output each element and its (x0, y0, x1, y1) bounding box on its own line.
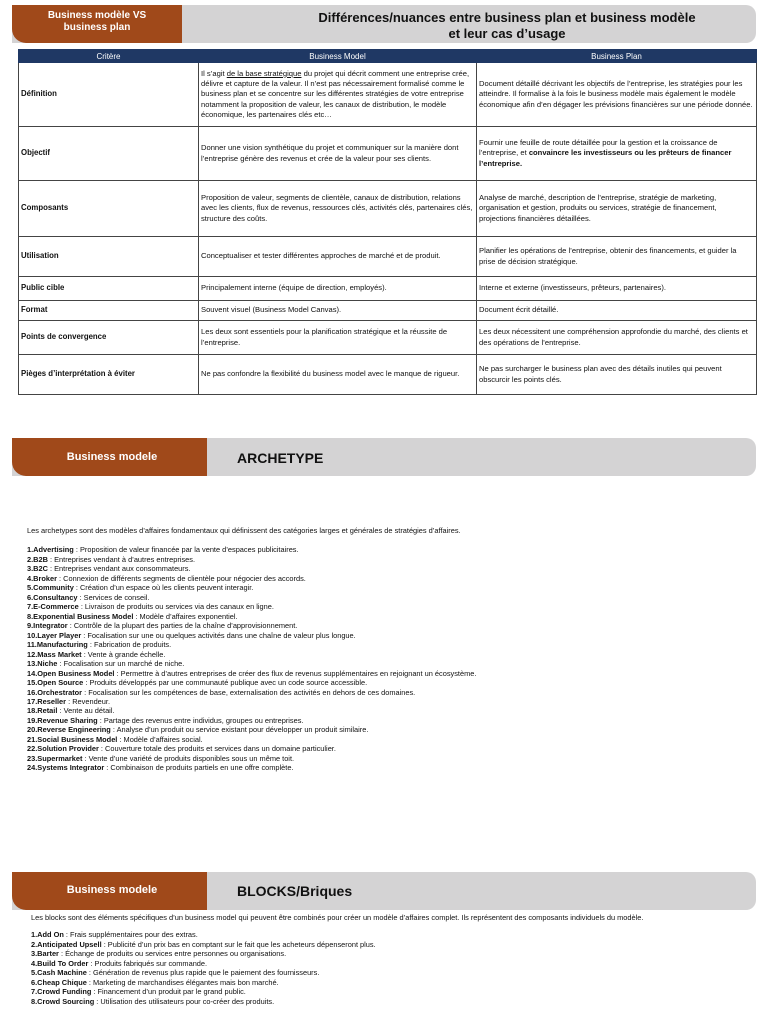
archetype-banner (12, 438, 756, 476)
cell-text-model-pre: Principalement interne (équipe de direction, employés). (201, 283, 387, 293)
list-item-desc: : Contrôle de la plupart des parties de la chaîne d’approvisionnement. (67, 621, 298, 631)
cell-text-model-pre: Souvent visuel (Business Model Canvas). (201, 305, 342, 315)
list-item (27, 612, 737, 621)
banner-tag: Business modele (66, 451, 158, 463)
list-item (31, 997, 721, 1006)
list-item-name: 15.Open Source (27, 678, 84, 688)
cell-text-plan-b: convaincre les investisseurs ou les prêteurs de financer l’entreprise. (479, 148, 732, 168)
header-business-plan: Business Plan (477, 50, 757, 63)
list-item-desc: : Création d’un espace où les clients peuvent interagir. (73, 583, 254, 593)
list-item (27, 688, 737, 697)
list-item (31, 949, 721, 958)
list-item (27, 669, 737, 678)
list-item-desc: : Produits fabriqués sur commande. (88, 958, 208, 968)
list-item (27, 545, 737, 554)
list-item-name: 8.Exponential Business Model (27, 611, 134, 621)
list-item-desc: : Vente au détail. (57, 706, 115, 716)
list-item (27, 697, 737, 706)
list-item-name: 3.B2C (27, 564, 48, 574)
list-item-desc: : Produits développés par une communauté publique avec un code source accessible. (83, 678, 368, 688)
list-item-name: 18.Retail (27, 706, 58, 716)
page-title-line2: et leur cas d’usage (448, 26, 566, 41)
cell-business-model (199, 181, 477, 237)
list-item-desc: : Focalisation sur un marché de niche. (57, 659, 185, 669)
archetype-section (27, 526, 737, 773)
list-item-desc: : Financement d’un produit par le grand public. (91, 987, 246, 997)
list-item-name: 2.Anticipated Upsell (31, 939, 102, 949)
cell-business-plan (477, 321, 757, 355)
cell-text-plan-pre: Planifier les opérations de l’entreprise, obtenir des financements, et guider la prise de décision stratégique. (479, 246, 737, 266)
list-item-name: 9.Integrator (27, 621, 68, 631)
list-item-name: 1.Advertising (27, 545, 74, 555)
cell-critere: Points de convergence (19, 321, 199, 355)
cell-text-model-pre: Donner une vision synthétique du projet et communiquer sur la manière dont l’entreprise génère des revenus et crée de la valeur pour ses clients. (201, 143, 459, 163)
list-item-name: 11.Manufacturing (27, 640, 88, 650)
list-item-desc: : Revendeur. (66, 696, 111, 706)
cell-text-model-pre: Les deux sont essentiels pour la planification stratégique et la réussite de l’entreprise. (201, 327, 448, 347)
cell-business-plan (477, 355, 757, 395)
list-item-desc: : Connexion de différents segments de clientèle pour négocier des accords. (57, 573, 306, 583)
list-item (31, 930, 721, 939)
cell-critere: Utilisation (19, 237, 199, 277)
list-item (27, 754, 737, 763)
list-item-desc: : Combinaison de produits partiels en une offre complète. (104, 763, 294, 773)
list-item (27, 631, 737, 640)
list-item-name: 14.Open Business Model (27, 668, 115, 678)
list-item (27, 555, 737, 564)
list-item-name: 22.Solution Provider (27, 744, 99, 754)
cell-text-plan-pre: Ne pas surcharger le business plan avec des détails inutiles qui peuvent obscurcir les points clés. (479, 364, 722, 384)
cell-business-plan (477, 277, 757, 301)
blocks-list (31, 930, 721, 1006)
list-item-name: 24.Systems Integrator (27, 763, 105, 773)
list-item-desc: : Utilisation des utilisateurs pour co-créer des produits. (94, 996, 275, 1006)
list-item-name: 12.Mass Market (27, 649, 82, 659)
list-item (27, 650, 737, 659)
list-item-name: 3.Barter (31, 949, 59, 959)
list-item-desc: : Focalisation sur les compétences de base, externalisation des activités en dehors de ces domaines. (82, 687, 416, 697)
list-item-desc: : Entreprises vendant aux consommateurs. (47, 564, 191, 574)
table-row (19, 237, 757, 277)
cell-business-plan (477, 301, 757, 321)
cell-text-plan-pre: Interne et externe (investisseurs, prêteurs, partenaires). (479, 283, 666, 293)
list-item-desc: : Échange de produits ou services entre personnes ou organisations. (58, 949, 287, 959)
list-item-name: 4.Build To Order (31, 958, 89, 968)
list-item (27, 564, 737, 573)
section-title: BLOCKS/Briques (237, 883, 353, 899)
list-item (27, 725, 737, 734)
cell-text-model-pre: Conceptualiser et tester différentes approches de marché et de produit. (201, 251, 441, 261)
list-item-name: 1.Add On (31, 930, 64, 940)
table-row (19, 321, 757, 355)
list-item-desc: : Vente à grande échelle. (81, 649, 166, 659)
list-item (27, 583, 737, 592)
cell-business-model (199, 321, 477, 355)
cell-critere: Composants (19, 181, 199, 237)
cell-critere: Définition (19, 63, 199, 127)
cell-business-model (199, 237, 477, 277)
header-critere: Critère (19, 50, 199, 63)
list-item-name: 5.Community (27, 583, 74, 593)
cell-text-plan-pre: Document détaillé décrivant les objectifs de l’entreprise, les stratégies pour les atteindre. Il formalise à la fois le business modèle mais également le modèle économique afin d’en dégager les prévisions financières sur une période donnée. (479, 79, 753, 109)
list-item (27, 659, 737, 668)
table-row (19, 63, 757, 127)
list-item-desc: : Proposition de valeur financée par la vente d’espaces publicitaires. (73, 545, 299, 555)
cell-text-plan-pre: Fournir une feuille de route détaillée pour la gestion et la croissance de l’entreprise, et (479, 138, 718, 158)
list-item-desc: : Fabrication de produits. (87, 640, 172, 650)
cell-business-plan (477, 181, 757, 237)
blocks-intro: Les blocks sont des éléments spécifiques d’un business model qui peuvent être combinés pour créer un modèle d’affaires complet. Ils représentent des composants individuels du modèle. (31, 913, 644, 922)
list-item (27, 593, 737, 602)
list-item (27, 706, 737, 715)
table-row (19, 277, 757, 301)
list-item-desc: : Livraison de produits ou services via des canaux en ligne. (78, 602, 274, 612)
list-item-desc: : Analyse d’un produit ou service existant pour développer un produit similaire. (110, 725, 369, 735)
cell-text-model-pre: Proposition de valeur, segments de clientèle, canaux de distribution, relations avec les clients, flux de revenus, ressources clés, activités clés, partenaires clés, structure des coûts. (201, 193, 473, 223)
section-title: ARCHETYPE (237, 450, 324, 466)
archetype-list (27, 545, 737, 772)
list-item-desc: : Publicité d’un prix bas en comptant sur le fait que les acheteurs dépenseront plus. (101, 939, 376, 949)
list-item-desc: : Frais supplémentaires pour des extras. (63, 930, 198, 940)
blocks-section (31, 913, 721, 1006)
list-item-desc: : Marketing de marchandises élégantes mais bon marché. (86, 977, 279, 987)
page-title (247, 10, 767, 42)
list-item (31, 978, 721, 987)
cell-business-model (199, 127, 477, 181)
banner-tag: Business modèle VS business plan (47, 10, 147, 33)
list-item-name: 7.E-Commerce (27, 602, 79, 612)
list-item-desc: : Modèle d’affaires social. (117, 734, 203, 744)
list-item (31, 940, 721, 949)
list-item (27, 640, 737, 649)
list-item-name: 6.Consultancy (27, 592, 78, 602)
cell-business-model (199, 301, 477, 321)
list-item-name: 6.Cheap Chique (31, 977, 87, 987)
list-item-name: 21.Social Business Model (27, 734, 118, 744)
comparison-banner (12, 5, 756, 43)
cell-text-plan-pre: Les deux nécessitent une compréhension approfondie du marché, des clients et des opérations de l’entreprise. (479, 327, 748, 347)
list-item (27, 678, 737, 687)
list-item-desc: : Modèle d’affaires exponentiel. (133, 611, 238, 621)
blocks-banner (12, 872, 756, 910)
list-item (27, 735, 737, 744)
list-item (31, 987, 721, 996)
list-item-desc: : Génération de revenus plus rapide que le paiement des fournisseurs. (86, 968, 320, 978)
table-row (19, 127, 757, 181)
list-item-name: 8.Crowd Sourcing (31, 996, 95, 1006)
list-item-desc: : Couverture totale des produits et services dans un domaine particulier. (98, 744, 336, 754)
cell-text-model-u: de la base stratégique (226, 68, 302, 78)
list-item-name: 23.Supermarket (27, 753, 83, 763)
list-item (31, 959, 721, 968)
list-item-desc: : Focalisation sur une ou quelques activités dans une chaîne de valeur plus longue. (81, 630, 356, 640)
page-title-line1: Différences/nuances entre business plan et business modèle (318, 10, 696, 25)
cell-critere: Objectif (19, 127, 199, 181)
list-item-desc: : Entreprises vendant à d’autres entreprises. (47, 554, 196, 564)
list-item-name: 16.Orchestrator (27, 687, 83, 697)
list-item-name: 10.Layer Player (27, 630, 82, 640)
list-item-desc: : Permettre à d’autres entreprises de créer des flux de revenus supplémentaires en rejoignant un écosystème. (114, 668, 477, 678)
list-item (27, 574, 737, 583)
list-item (27, 744, 737, 753)
list-item-name: 19.Revenue Sharing (27, 715, 98, 725)
cell-business-model (199, 277, 477, 301)
list-item (27, 602, 737, 611)
table-row (19, 181, 757, 237)
list-item-desc: : Partage des revenus entre individus, groupes ou entreprises. (97, 715, 304, 725)
list-item (31, 968, 721, 977)
list-item-name: 17.Reseller (27, 696, 67, 706)
list-item-name: 5.Cash Machine (31, 968, 87, 978)
cell-text-model-pre: Il s’agit (201, 68, 227, 78)
comparison-table (18, 49, 757, 395)
cell-text-model-post: du projet qui décrit comment une entreprise crée, délivre et capture de la valeur. Il n’est pas nécessairement formalisé comme le business plan et se concentre sur les différentes stratégies de votre entreprise notamment la proposition de valeur, les canaux de distribution, le modèle économique, les partenaires clés etc… (201, 68, 470, 119)
list-item (27, 621, 737, 630)
archetype-intro: Les archetypes sont des modèles d’affaires fondamentaux qui définissent des catégories larges et générales de stratégies d’affaires. (27, 526, 461, 535)
cell-text-model-pre: Ne pas confondre la flexibilité du business model avec le manque de rigueur. (201, 369, 460, 379)
list-item-desc: : Vente d’une variété de produits disponibles sous un même toit. (82, 753, 295, 763)
list-item-desc: : Services de conseil. (77, 592, 150, 602)
table-row (19, 301, 757, 321)
list-item-name: 2.B2B (27, 554, 48, 564)
list-item (27, 763, 737, 772)
cell-business-plan (477, 127, 757, 181)
cell-business-plan (477, 63, 757, 127)
list-item-name: 20.Reverse Engineering (27, 725, 111, 735)
list-item-name: 7.Crowd Funding (31, 987, 92, 997)
cell-business-model (199, 63, 477, 127)
cell-critere: Format (19, 301, 199, 321)
cell-business-plan (477, 237, 757, 277)
cell-business-model (199, 355, 477, 395)
header-business-model: Business Model (199, 50, 477, 63)
table-header-row (19, 50, 757, 63)
list-item (27, 716, 737, 725)
cell-text-plan-pre: Analyse de marché, description de l’entreprise, stratégie de marketing, organisation et gestion, produits ou services, stratégie de financement, projections financières détaillées. (479, 193, 717, 223)
cell-critere: Public cible (19, 277, 199, 301)
table-row (19, 355, 757, 395)
cell-critere: Pièges d’interprétation à éviter (19, 355, 199, 395)
cell-text-plan-pre: Document écrit détaillé. (479, 305, 559, 315)
list-item-name: 13.Niche (27, 659, 58, 669)
banner-tag: Business modele (66, 884, 158, 896)
list-item-name: 4.Broker (27, 573, 57, 583)
